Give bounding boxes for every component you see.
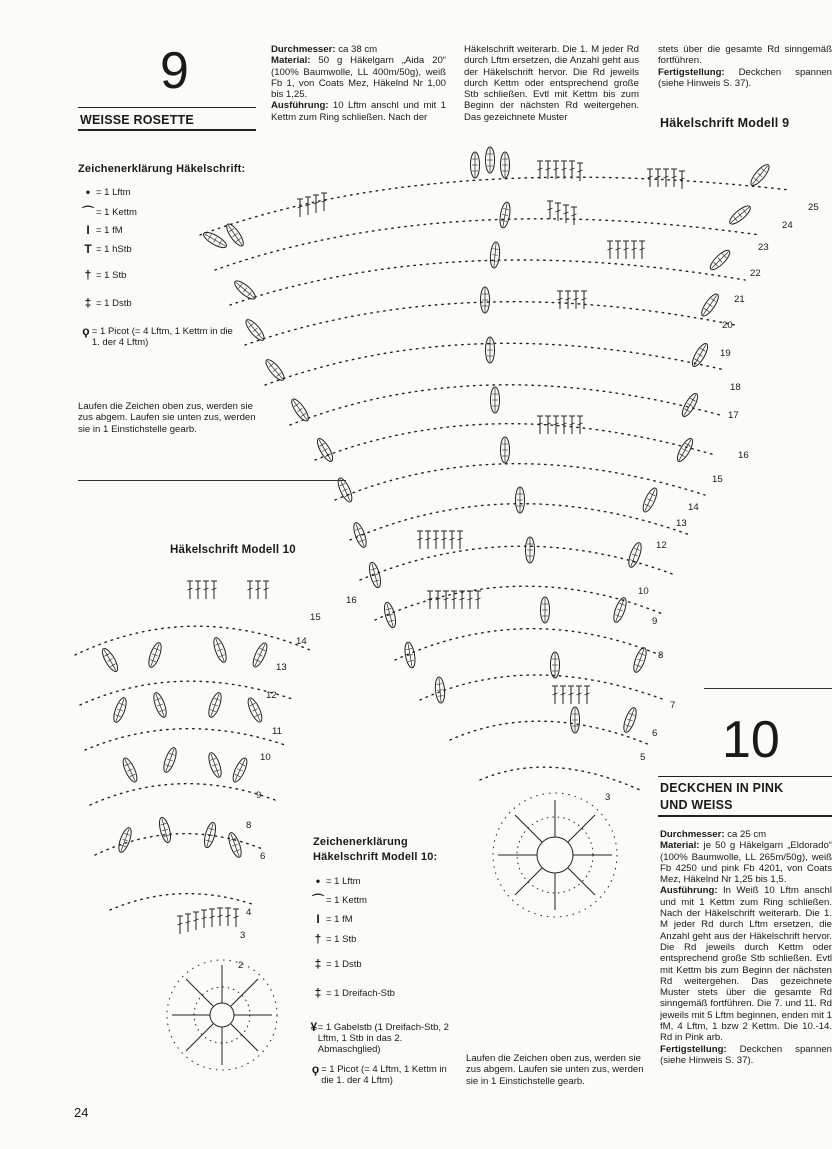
round-label: 3 bbox=[240, 930, 246, 941]
legend-item: ϙ = 1 Picot (= 4 Lftm, 1 Kettm in die 1. der 4 Lftm) bbox=[311, 1062, 447, 1086]
model9-title: WEISSE ROSETTE bbox=[80, 113, 194, 127]
legend-item: I = 1 fM bbox=[316, 912, 353, 926]
round-label: 8 bbox=[658, 650, 664, 661]
round-label: 7 bbox=[670, 700, 676, 711]
model10-legend-title-1: Zeichenerklärung bbox=[313, 836, 408, 848]
legend-item: ‡ = 1 Dreifach-Stb bbox=[314, 986, 395, 1000]
round-label: 21 bbox=[734, 294, 745, 305]
round-label: 4 bbox=[246, 907, 252, 918]
legend-item: ‡ = 1 Dstb bbox=[314, 957, 362, 971]
round-label: 17 bbox=[728, 410, 739, 421]
model10-title-line1: DECKCHEN IN PINK bbox=[660, 781, 784, 795]
round-label: 23 bbox=[758, 242, 769, 253]
model9-instructions-col1: Durchmesser: ca 38 cm Material: 50 g Häkelgarn „Aida 20“ (100% Baumwolle, LL 400m/50g), weiß Fb 1, von Coats Mez, Häkelnd Nr 1,00 bis 1,25. Ausführung: 10 Lftm anschl und mit 1 Kettm zum Ring schließen. Nach der bbox=[271, 44, 446, 123]
round-label: 14 bbox=[688, 502, 699, 513]
round-label: 9 bbox=[652, 616, 658, 627]
model10-chart bbox=[75, 581, 310, 1070]
round-label: 16 bbox=[346, 595, 357, 606]
round-label: 15 bbox=[310, 612, 321, 623]
legend-item: ‡ = 1 Dstb bbox=[84, 296, 132, 310]
legend-item: ⌒ = 1 Kettm bbox=[81, 205, 137, 219]
model10-legend-title-2: Häkelschrift Modell 10: bbox=[313, 851, 438, 863]
round-label: 9 bbox=[256, 790, 262, 801]
round-label: 22 bbox=[750, 268, 761, 279]
round-label: 16 bbox=[738, 450, 749, 461]
round-label: 13 bbox=[276, 662, 287, 673]
legend-item: ⌒ = 1 Kettm bbox=[311, 893, 367, 907]
round-label: 12 bbox=[266, 690, 277, 701]
model10-note: Laufen die Zeichen oben zus, werden sie zus abgem. Laufen sie unten zus, werden sie in 1 Einstichstelle gearb. bbox=[466, 1053, 644, 1087]
round-label: 10 bbox=[638, 586, 649, 597]
legend-item: • = 1 Lftm bbox=[315, 874, 361, 888]
round-label: 25 bbox=[808, 202, 819, 213]
model9-instructions-col3: stets über die gesamte Rd sinngemäß fortführen. Fertigstellung: Deckchen spannen (siehe Hinweis S. 37). bbox=[658, 44, 832, 89]
round-label: 20 bbox=[722, 320, 733, 331]
model10-number: 10 bbox=[722, 711, 780, 769]
round-label: 5 bbox=[640, 752, 646, 763]
model10-instructions: Durchmesser: ca 25 cm Material: je 50 g Häkelgarn „Eldorado“ (100% Baumwolle, LL 265m/50g), weiß Fb 4250 und pink Fb 4201, von Coats Mez, Häkelnd Nr 1,25 bis 1,5. Ausführung: In Weiß 10 Lftm anschl und mit 1 Kettm zum Ring schließen. Nach der Häkelschrift weiterarb. Die 1. M jeder Rd durch Lftm ersetzen, die Anzahl geht aus der Häkelschrift hervor. Die Rd jeweils durch Kettm oder entsprechend große Stb schließen. Evtl mit Kettm bis zum Beginn der nächsten Rd weitergehen. Das gezeichnete Muster stets über die gesamte Rd sinngemäß fortführen. Die 7. und 11. Rd jeweils mit 5 Lftm beginnen, enden mit 1 fM, 4 Lftm, 1 bzw 2 Kettm. Die 10.-14. Rd in Pink arb. Fertigstellung: Deckchen spannen (siehe Hinweis S. 37). bbox=[660, 829, 832, 1066]
legend-item: ¥ = 1 Gabelstb (1 Dreifach-Stb, 2 Lftm, 1 Stb in das 2. Abmaschglied) bbox=[310, 1020, 449, 1055]
round-label: 19 bbox=[720, 348, 731, 359]
model9-note: Laufen die Zeichen oben zus, werden sie zus abgem. Laufen sie unten zus, werden sie in 1 Einstichstelle gearb. bbox=[78, 401, 256, 435]
legend-item: I = 1 fM bbox=[86, 223, 123, 237]
legend-item: ϙ = 1 Picot (= 4 Lftm, 1 Kettm in die 1. der 4 Lftm) bbox=[82, 324, 233, 348]
legend-item: • = 1 Lftm bbox=[85, 185, 131, 199]
round-label: 24 bbox=[782, 220, 793, 231]
round-label: 13 bbox=[676, 518, 687, 529]
legend-item: † = 1 Stb bbox=[84, 268, 127, 282]
round-label: 8 bbox=[246, 820, 252, 831]
round-label: 3 bbox=[605, 792, 611, 803]
round-label: 6 bbox=[260, 851, 266, 862]
round-label: 15 bbox=[712, 474, 723, 485]
model10-diagram-title: Häkelschrift Modell 10 bbox=[170, 544, 296, 556]
page-number: 24 bbox=[74, 1105, 89, 1120]
legend-item: † = 1 Stb bbox=[314, 932, 357, 946]
model9-number: 9 bbox=[160, 42, 189, 100]
round-label: 10 bbox=[260, 752, 271, 763]
model9-instructions-col2: Häkelschrift weiterarb. Die 1. M jeder Rd durch Lftm ersetzen, die Anzahl geht aus der Häkelschrift hervor. Die Rd jeweils durch Kettm oder entsprechend große Stb schließen. Evtl mit Kettm bis zum Beginn der nächsten Rd weitergehen. Das gezeichnete Muster bbox=[464, 44, 639, 123]
round-label: 2 bbox=[238, 960, 244, 971]
round-label: 6 bbox=[652, 728, 658, 739]
legend-item: T = 1 hStb bbox=[84, 242, 132, 256]
model9-legend-title: Zeichenerklärung Häkelschrift: bbox=[78, 163, 246, 175]
round-label: 12 bbox=[656, 540, 667, 551]
round-label: 11 bbox=[272, 726, 282, 737]
model9-diagram-title: Häkelschrift Modell 9 bbox=[660, 116, 790, 130]
round-label: 14 bbox=[296, 636, 307, 647]
round-label: 18 bbox=[730, 382, 741, 393]
model10-title-line2: UND WEISS bbox=[660, 798, 733, 812]
